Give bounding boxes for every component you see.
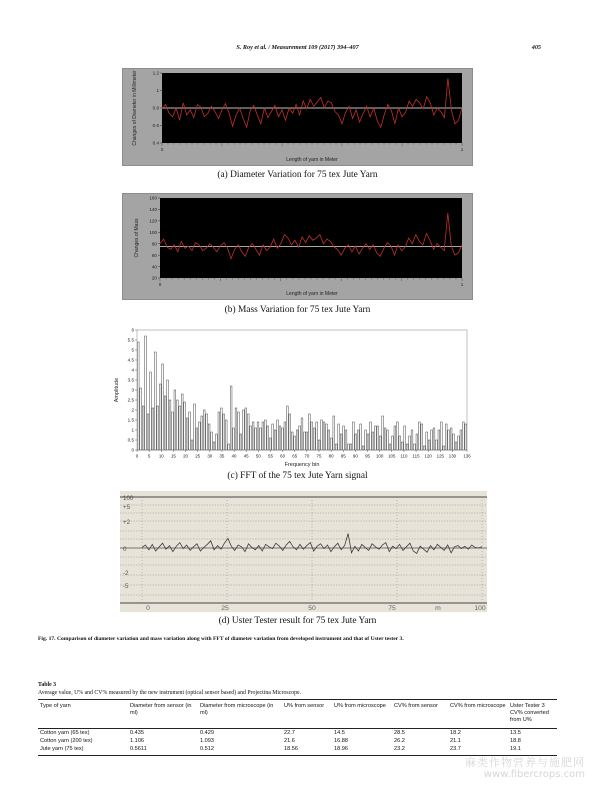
bar	[213, 442, 215, 450]
caption-b: (b) Mass Variation for 75 tex Jute Yarn	[224, 305, 371, 315]
x-tick-label: 0	[160, 147, 164, 152]
bar	[389, 444, 391, 450]
bar	[174, 390, 176, 450]
bar	[269, 438, 271, 450]
bar	[294, 436, 296, 450]
uster-left-label: -2	[123, 570, 129, 577]
table-cell: 23.7	[448, 745, 508, 756]
table-cell: Jute yarn (75 tex)	[38, 745, 128, 756]
uster-left-label: -5	[123, 583, 129, 590]
bar	[348, 444, 350, 450]
bar	[453, 434, 455, 450]
table-cell: 22.7	[284, 729, 295, 736]
bar	[154, 352, 156, 450]
uster-left-label: +2	[123, 519, 131, 526]
y-tick-label: 4	[131, 367, 134, 373]
bar	[333, 416, 335, 450]
x-tick-label: 5	[147, 453, 151, 459]
bar	[355, 434, 357, 450]
bar	[379, 436, 381, 450]
bar	[426, 432, 428, 450]
x-tick-label: 0	[135, 453, 139, 459]
x-tick-label: 45	[243, 453, 249, 459]
x-tick-label: 65	[292, 453, 298, 459]
x-tick-label: 70	[304, 453, 310, 459]
bar	[308, 414, 310, 450]
caption-c: (c) FFT of the 75 tex Jute Yarn signal	[227, 471, 368, 481]
x-tick-label: 25	[195, 453, 201, 459]
y-tick-label: 40	[151, 264, 157, 270]
bar	[152, 408, 154, 450]
x-tick-label: 75	[316, 453, 322, 459]
watermark-line2: www.fibercrops.com	[483, 769, 585, 780]
bar	[150, 372, 152, 450]
col-header: Uster Tester 3 CV% converted from U%	[508, 700, 557, 729]
bar	[406, 444, 408, 450]
table-cell: 0.512	[198, 745, 282, 756]
table-cell: 21.6	[284, 737, 295, 744]
y-tick-label: 120	[149, 218, 157, 224]
bar	[436, 440, 438, 450]
bar	[240, 434, 242, 450]
bar	[311, 422, 313, 450]
table-cell: 0.435	[130, 729, 144, 736]
table-cell: Cotton yarn (200 tex)	[40, 737, 93, 744]
y-tick-label: 2.5	[127, 397, 134, 403]
bar	[179, 406, 181, 450]
bar	[445, 424, 447, 450]
bar	[326, 424, 328, 450]
bar	[181, 394, 183, 450]
bar	[245, 408, 247, 450]
bar	[396, 422, 398, 450]
bar	[313, 428, 315, 450]
bar	[423, 446, 425, 450]
y-tick-label: 0.8	[152, 105, 159, 111]
bar	[392, 436, 394, 450]
bar	[323, 422, 325, 450]
running-header: S. Roy et al. / Measurement 109 (2017) 394–407	[236, 44, 359, 51]
bar	[465, 424, 467, 450]
x-tick-label: 1	[460, 147, 464, 152]
table-cell: 28.5	[394, 729, 405, 736]
col-header: Diameter from sensor (in ml)	[128, 700, 198, 729]
x-tick-label: 30	[207, 453, 213, 459]
uster-bottom-label: 25	[221, 605, 229, 612]
x-tick-label: 10	[158, 453, 164, 459]
bar	[247, 414, 249, 450]
watermark	[465, 757, 585, 780]
x-tick-label: 50	[255, 453, 261, 459]
bar	[164, 396, 166, 450]
col-header: U% from microscope	[332, 700, 392, 729]
col-header: Type of yarn	[38, 700, 128, 729]
y-tick-label: 20	[151, 275, 157, 281]
bar	[335, 444, 337, 450]
bar	[211, 432, 213, 450]
bar	[377, 426, 379, 450]
table-cell: 0.429	[200, 729, 214, 736]
bar	[340, 434, 342, 450]
y-tick-label: 80	[151, 241, 157, 247]
bar	[262, 422, 264, 450]
uster-bottom-label: 75	[388, 605, 396, 612]
bar	[194, 404, 196, 450]
uster-band	[120, 491, 487, 612]
mass-ylabel: Changes of Mass	[134, 218, 140, 258]
bar	[399, 436, 401, 450]
x-tick-label: 35	[219, 453, 225, 459]
bar	[260, 428, 262, 450]
y-tick-label: 140	[149, 207, 157, 213]
bar	[304, 432, 306, 450]
bar	[225, 420, 227, 450]
table-cell: 0.5611	[128, 745, 198, 756]
bar	[142, 406, 144, 450]
bar	[462, 422, 464, 450]
caption-d: (d) Uster Tester result for 75 tex Jute Yarn	[218, 616, 377, 626]
bar	[411, 430, 413, 450]
diameter-xlabel: Length of yarn in Meter	[286, 157, 338, 163]
bar	[255, 428, 257, 450]
watermark-line1: 麻类作物营养与施肥网	[465, 755, 585, 769]
bar	[216, 434, 218, 450]
bar	[458, 436, 460, 450]
bar	[301, 418, 303, 450]
uster-bottom-label: m	[435, 605, 441, 612]
bar	[387, 430, 389, 450]
figure-caption: Fig. 17. Comparison of diameter variation and mass variation along with FFT of diameter variation from developed instrument and that of Uster tester 3.	[38, 636, 404, 642]
bar	[345, 430, 347, 450]
bar	[286, 406, 288, 450]
x-tick-label: 115	[412, 453, 420, 459]
bar	[279, 426, 281, 450]
y-tick-label: 4.5	[127, 357, 134, 363]
bar	[198, 422, 200, 450]
bar	[250, 426, 252, 450]
table-cell: 23.2	[392, 745, 448, 756]
table-cell: 14.5	[334, 729, 345, 736]
mass-xlabel: Length of yarn in Meter	[286, 291, 338, 297]
table-cell: 18.8	[510, 737, 521, 744]
bar	[316, 422, 318, 450]
bar	[450, 428, 452, 450]
x-tick-label: 136	[463, 453, 471, 459]
bar	[176, 400, 178, 450]
bar	[372, 432, 374, 450]
results-table	[38, 699, 557, 756]
table-cell: Cotton yarn (65 tex)	[40, 729, 90, 736]
table-cell: 1.093	[200, 737, 214, 744]
bar	[235, 408, 237, 450]
x-tick-label: 125	[436, 453, 444, 459]
diameter-ylabel: Changes of Diameter in Millimeter	[132, 70, 138, 146]
bar	[208, 424, 210, 450]
bar	[284, 422, 286, 450]
bar	[418, 422, 420, 450]
bar	[167, 380, 169, 450]
col-header: U% from sensor	[282, 700, 332, 729]
bar	[343, 426, 345, 450]
bar	[233, 428, 235, 450]
y-tick-label: 3	[131, 387, 134, 393]
bar	[404, 426, 406, 450]
bar	[145, 336, 147, 450]
y-tick-label: 0.5	[127, 437, 134, 443]
bar	[414, 444, 416, 450]
bar	[365, 430, 367, 450]
bar	[242, 410, 244, 450]
table-cell: 1.106	[130, 737, 144, 744]
bar	[203, 410, 205, 450]
bar	[220, 408, 222, 450]
table-cell: 16.88	[334, 737, 348, 744]
x-tick-label: 85	[340, 453, 346, 459]
bar	[409, 436, 411, 450]
x-tick-label: 100	[375, 453, 384, 459]
bar	[455, 442, 457, 450]
diameter-chart	[122, 68, 472, 165]
table-cell: 21.1	[450, 737, 461, 744]
x-tick-label: 0	[158, 282, 162, 287]
bar	[370, 422, 372, 450]
bar	[296, 430, 298, 450]
bar	[416, 434, 418, 450]
col-header: CV% from microscope	[448, 700, 508, 729]
y-tick-label: 1	[131, 427, 134, 433]
bar	[206, 414, 208, 450]
bar	[140, 388, 142, 450]
bar	[184, 402, 186, 450]
table-row	[38, 728, 557, 737]
x-tick-label: 80	[328, 453, 334, 459]
bar	[289, 414, 291, 450]
bar	[431, 430, 433, 450]
bar	[362, 446, 364, 450]
y-tick-label: 6	[131, 327, 134, 333]
bar	[157, 406, 159, 450]
x-tick-label: 130	[448, 453, 457, 459]
uster-left-label: 100	[123, 495, 134, 502]
x-tick-label: 105	[388, 453, 396, 459]
bar	[147, 414, 149, 450]
y-tick-label: 0	[131, 447, 134, 453]
bar	[196, 428, 198, 450]
bar	[438, 430, 440, 450]
bar	[228, 444, 230, 450]
bar	[137, 342, 139, 450]
x-tick-label: 120	[424, 453, 432, 459]
bar	[267, 426, 269, 450]
bar	[169, 400, 171, 450]
x-tick-label: 55	[268, 453, 273, 459]
bar	[264, 420, 266, 450]
table-cell: 18.56	[282, 745, 332, 756]
x-tick-label: 60	[280, 453, 286, 459]
uster-left-label: +5	[123, 504, 131, 511]
x-tick-label: 1	[460, 282, 464, 287]
fft-xlabel: Frequency bin	[284, 462, 320, 468]
y-tick-label: 100	[149, 229, 157, 235]
x-tick-label: 40	[231, 453, 237, 459]
bar	[189, 412, 191, 450]
bar	[186, 418, 188, 450]
x-tick-label: 95	[365, 453, 370, 459]
table-cell: 19.1	[508, 745, 557, 756]
bar	[367, 434, 369, 450]
bar	[191, 440, 193, 450]
bar	[350, 444, 352, 450]
y-tick-label: 0.6	[152, 123, 159, 129]
bar	[223, 414, 225, 450]
bar	[328, 430, 330, 450]
mass-chart	[122, 193, 472, 299]
fft-chart	[110, 324, 475, 470]
page-number: 405	[531, 44, 541, 51]
x-tick-label: 90	[352, 453, 358, 459]
y-tick-label: 0.4	[152, 140, 159, 146]
bar	[172, 412, 174, 450]
table-cell: 26.2	[394, 737, 405, 744]
bar	[162, 364, 164, 450]
bar	[238, 412, 240, 450]
table-row	[38, 745, 557, 756]
bar	[460, 430, 462, 450]
table-subtitle: Average value, U% and CV% measured by the new instrument (optical sensor based) and Projectina Microscope.	[38, 690, 302, 696]
bar	[318, 440, 320, 450]
bar	[218, 412, 220, 450]
table-header-row	[38, 700, 557, 729]
bar	[384, 428, 386, 450]
table-title: Table 3	[38, 682, 56, 688]
bar	[282, 428, 284, 450]
bar	[338, 424, 340, 450]
bar	[421, 424, 423, 450]
y-tick-label: 1.5	[127, 417, 134, 423]
y-tick-label: 60	[151, 252, 157, 258]
bar	[448, 430, 450, 450]
bar	[330, 438, 332, 450]
bar	[352, 422, 354, 450]
col-header: Diameter from microscope (in ml)	[198, 700, 282, 729]
table-cell: 18.2	[450, 729, 461, 736]
bar	[321, 420, 323, 450]
fft-ylabel: Amplitude	[114, 377, 120, 403]
y-tick-label: 1	[156, 88, 159, 94]
col-header: CV% from sensor	[392, 700, 448, 729]
uster-bottom-label: 50	[308, 605, 316, 612]
y-tick-label: 5	[131, 347, 134, 353]
bar	[257, 422, 259, 450]
bar	[394, 426, 396, 450]
uster-bottom-label: 0	[146, 605, 150, 612]
x-tick-label: 20	[183, 453, 188, 459]
bar	[291, 432, 293, 450]
y-tick-label: 3.5	[127, 377, 134, 383]
bar	[374, 426, 376, 450]
y-tick-label: 5.5	[127, 337, 134, 343]
bar	[252, 422, 254, 450]
x-tick-label: 15	[170, 453, 176, 459]
bar	[357, 430, 359, 450]
uster-chart	[120, 491, 487, 612]
table-cell: 13.5	[510, 729, 521, 736]
y-tick-label: 2	[131, 407, 134, 413]
bar	[360, 424, 362, 450]
bar	[277, 420, 279, 450]
table-cell: 18.96	[332, 745, 392, 756]
bar	[274, 430, 276, 450]
bar	[443, 446, 445, 450]
y-tick-label: 1.2	[152, 70, 159, 76]
bar	[201, 416, 203, 450]
x-tick-label: 110	[400, 453, 408, 459]
bar	[433, 428, 435, 450]
bar	[159, 384, 161, 450]
bar	[299, 426, 301, 450]
caption-a: (a) Diameter Variation for 75 tex Jute Yarn	[217, 170, 378, 180]
bar	[230, 386, 232, 450]
y-tick-label: 160	[149, 195, 157, 201]
bar	[401, 442, 403, 450]
bar	[272, 424, 274, 450]
bar	[382, 416, 384, 450]
bar	[428, 440, 430, 450]
table-row	[38, 737, 557, 745]
uster-left-label: 0	[123, 546, 127, 553]
bar	[440, 422, 442, 450]
uster-bottom-label: 100	[474, 605, 486, 612]
bar	[306, 432, 308, 450]
